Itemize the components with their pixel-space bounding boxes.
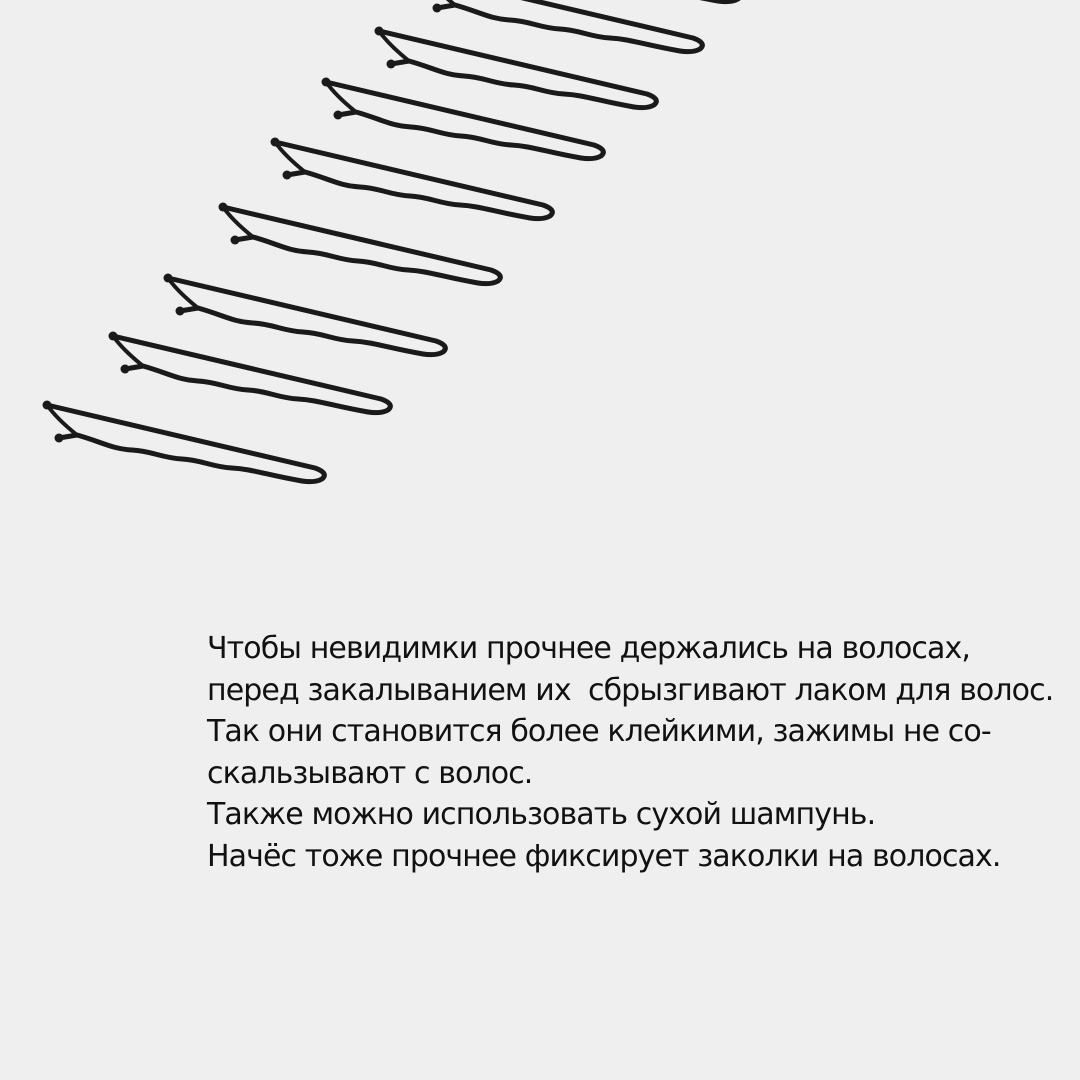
text-line: перед закалыванием их сбрызгивают лаком для волос. — [207, 672, 1054, 708]
text-line: Так они становится более клейкими, зажимы не со- — [207, 714, 991, 749]
bobby-pin — [421, 0, 703, 52]
bobby-pin — [109, 332, 391, 413]
bobby-pin — [164, 274, 446, 355]
tips-text — [207, 628, 1067, 877]
bobby-pin — [271, 138, 553, 219]
bobby-pin — [322, 78, 604, 159]
text-line: Чтобы невидимки прочнее держались на волосах, — [207, 631, 970, 666]
paragraph-dry-shampoo-tip: Также можно использовать сухой шампунь. — [207, 797, 876, 832]
bobby-pin — [219, 203, 501, 284]
bobby-pin — [43, 401, 325, 482]
bobby-pin — [459, 0, 741, 2]
paragraph-hairspray-tip — [207, 628, 1067, 794]
text-line: скальзывают с волос. — [207, 755, 533, 791]
paragraph-backcomb-tip: Начёс тоже прочнее фиксирует заколки на волосах. — [207, 838, 1001, 874]
